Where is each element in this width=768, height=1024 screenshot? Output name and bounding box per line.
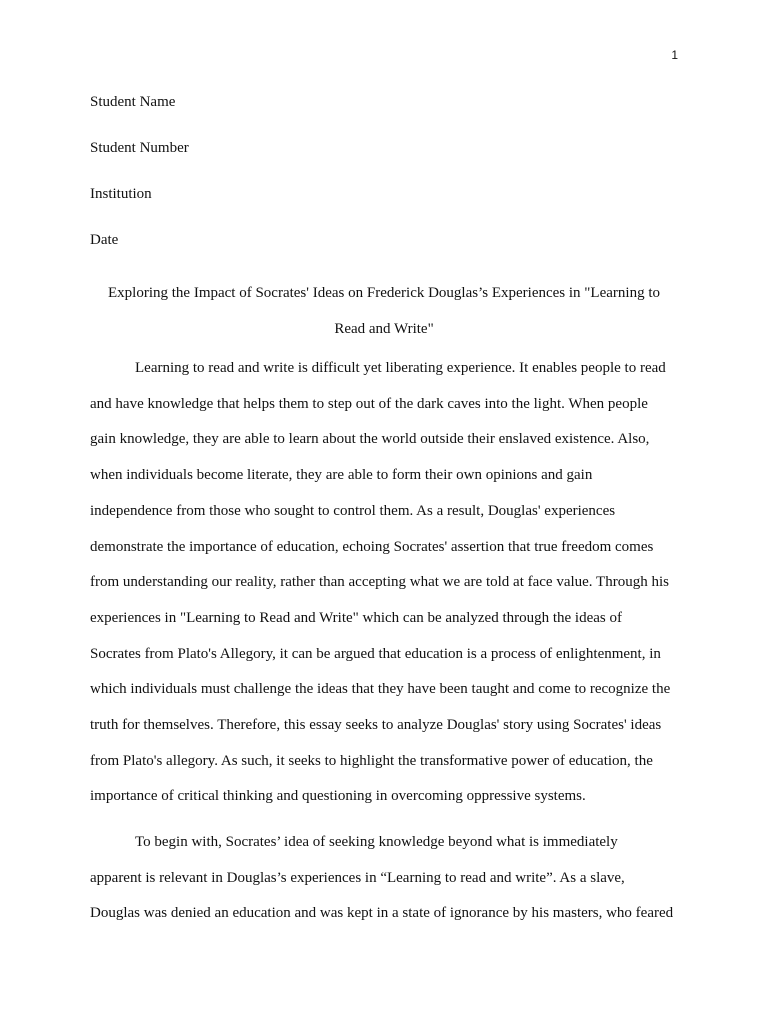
paragraph-line: apparent is relevant in Douglas’s experiences in “Learning to read and write”. As a slave, <box>90 869 625 886</box>
header-block <box>90 91 680 275</box>
paragraph-line: when individuals become literate, they are able to form their own opinions and gain <box>90 467 593 484</box>
paragraph-line: Socrates from Plato's Allegory, it can be argued that education is a process of enlightenment, in <box>90 645 661 662</box>
student-name: Student Name <box>90 94 176 110</box>
essay-title-line: Read and Write" <box>334 320 434 337</box>
paragraph-line: and have knowledge that helps them to step out of the dark caves into the light. When people <box>90 395 648 412</box>
date: Date <box>90 232 119 248</box>
page-number: 1 <box>671 48 678 62</box>
paragraph-line: Learning to read and write is difficult yet liberating experience. It enables people to read <box>135 360 666 376</box>
paragraph-line: gain knowledge, they are able to learn about the world outside their enslaved existence. Also, <box>90 431 650 448</box>
paragraph-line: To begin with, Socrates’ idea of seeking knowledge beyond what is immediately <box>135 834 618 850</box>
paragraph-line: independence from those who sought to control them. As a result, Douglas' experiences <box>90 502 616 519</box>
paragraph-line: truth for themselves. Therefore, this essay seeks to analyze Douglas' story using Socrates' ideas <box>90 717 662 734</box>
essay-title <box>90 276 678 348</box>
paragraph-line: experiences in "Learning to Read and Write" which can be analyzed through the ideas of <box>90 609 622 626</box>
body-paragraph-2 <box>90 825 680 932</box>
paragraph-line: Douglas was denied an education and was kept in a state of ignorance by his masters, who feared <box>90 905 674 922</box>
institution: Institution <box>90 186 152 202</box>
body-paragraph-1 <box>90 351 680 815</box>
paragraph-line: demonstrate the importance of education, echoing Socrates' assertion that true freedom comes <box>90 538 654 555</box>
paragraph-line: which individuals must challenge the ideas that they have been taught and come to recognize the <box>90 681 671 698</box>
paragraph-line: importance of critical thinking and questioning in overcoming oppressive systems. <box>90 788 586 805</box>
paragraph-line: from understanding our reality, rather than accepting what we are told at face value. Through his <box>90 574 669 591</box>
essay-title-line: Exploring the Impact of Socrates' Ideas on Frederick Douglas’s Experiences in "Learning to <box>108 285 660 301</box>
student-number: Student Number <box>90 140 189 156</box>
paragraph-line: from Plato's allegory. As such, it seeks to highlight the transformative power of education, the <box>90 752 653 769</box>
